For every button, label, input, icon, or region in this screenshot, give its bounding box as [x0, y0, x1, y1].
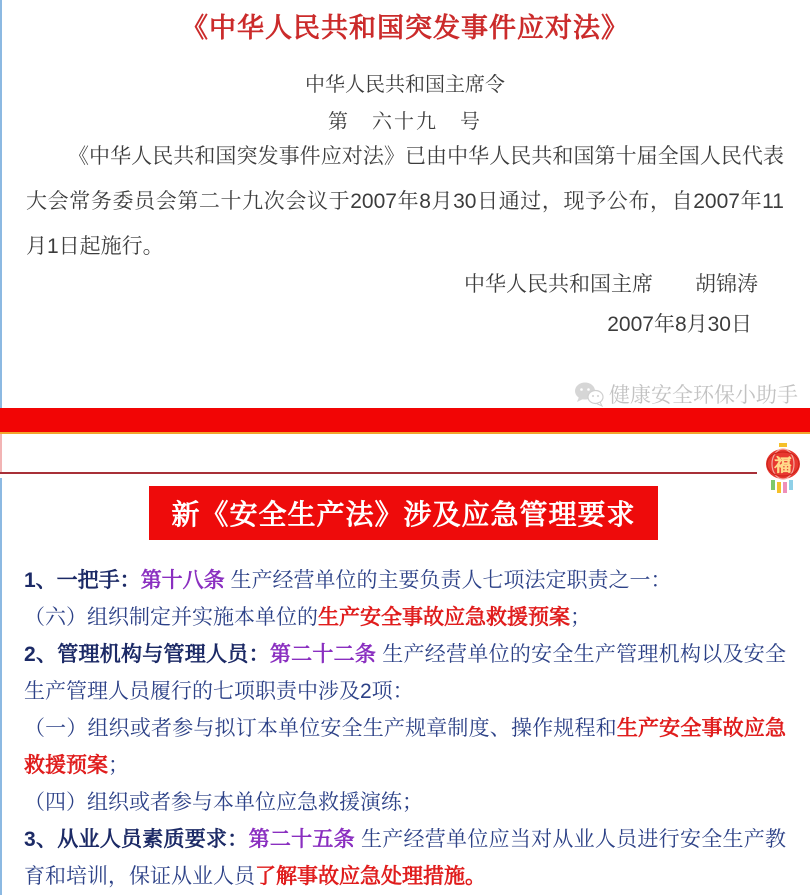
divider-line: [0, 472, 757, 474]
watermark: [574, 379, 798, 409]
chinese-lantern-icon: [762, 442, 804, 494]
decree-body: 《中华人民共和国突发事件应对法》已由中华人民共和国第十届全国人民代表大会常务委员会第二十九次会议于2007年8月30日通过，现予公布，自2007年11月1日起施行。: [26, 145, 784, 258]
decree-order-number: 第 六十九 号: [328, 111, 482, 133]
text-segment: 第十八条: [140, 569, 225, 592]
text-segment: 1、一把手：: [24, 569, 141, 592]
text-segment: 生产经营单位的主要负责人七项法定职责之一：: [224, 569, 672, 592]
text-segment: 3、从业人员素质要求：: [24, 828, 249, 851]
body-paragraph: [24, 599, 786, 636]
text-segment: 2、管理机构与管理人员：: [24, 643, 270, 666]
text-segment: 生产安全事故应急救援预案: [24, 717, 787, 777]
left-edge-line-middle: [0, 434, 2, 472]
text-segment: （六）组织制定并实施本单位的: [24, 606, 318, 629]
text-segment: 生产经营单位的安全生产管理机构以及安全生产管理人员履行的七项职责中涉及2项：: [24, 643, 787, 703]
text-segment: （四）组织或者参与本单位应急救援演练；: [24, 791, 423, 814]
body-paragraph: [24, 562, 786, 599]
red-separator-bar: [0, 408, 810, 434]
decree-order-line: 中华人民共和国主席令: [305, 74, 505, 96]
body-paragraph: [24, 710, 786, 784]
body-paragraph: [24, 784, 786, 821]
section-banner: 新《安全生产法》涉及应急管理要求: [149, 486, 658, 540]
text-segment: （一）组织或者参与拟订本单位安全生产规章制度、操作规程和: [24, 717, 617, 740]
decree-signature: 中华人民共和国主席 胡锦涛: [464, 273, 758, 296]
text-segment: 第二十二条: [269, 643, 377, 666]
text-segment: 生产经营单位应当对从业人员进行安全生产教育和培训，保证从业人员: [24, 828, 786, 888]
body-paragraph: [24, 821, 786, 895]
decree-date: 2007年8月30日: [607, 313, 752, 336]
text-segment: 生产安全事故应急救援预案: [318, 606, 570, 629]
text-segment: 了解事故应急处理措施。: [255, 865, 486, 888]
text-segment: ；: [570, 606, 591, 629]
watermark-text: 健康安全环保小助手: [609, 384, 798, 407]
body-text: [0, 562, 810, 895]
text-segment: 第二十五条: [248, 828, 355, 851]
wechat-chat-bubbles-icon: [574, 381, 604, 407]
text-segment: ；: [108, 754, 129, 777]
svg-text:福: 福: [774, 456, 792, 475]
decree-title: 《中华人民共和国突发事件应对法》: [181, 13, 629, 43]
body-paragraph: [24, 636, 786, 710]
